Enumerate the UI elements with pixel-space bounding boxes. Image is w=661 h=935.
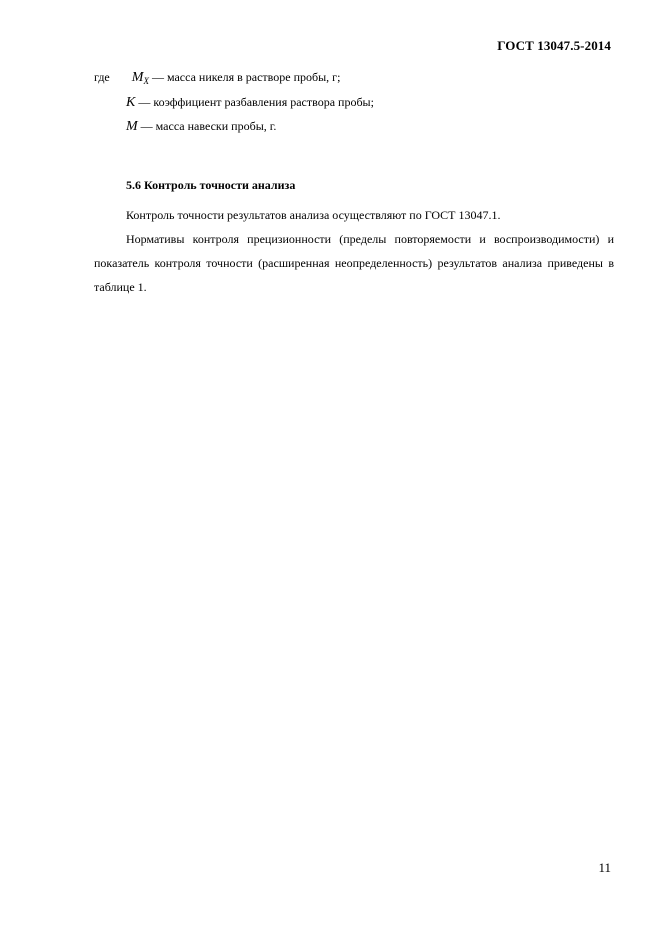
symbol-m: M — [126, 119, 138, 134]
paragraph: Нормативы контроля прецизионности (пределы повторяемости и воспроизводимости) и показатель контроля точности (расширенная неопределенность) результатов анализа приведены в таблице 1. — [94, 232, 614, 294]
definition-text-k: — коэффициент разбавления раствора пробы; — [138, 95, 374, 109]
page-number: 11 — [598, 860, 611, 875]
definition-text-m: — масса навески пробы, г. — [140, 119, 277, 133]
definition-text-mx: — масса никеля в растворе пробы, г; — [151, 70, 341, 84]
symbol-k: K — [126, 95, 136, 110]
definition-row — [126, 95, 374, 111]
where-label: где — [94, 70, 110, 84]
definition-row — [126, 119, 276, 135]
definition-row — [94, 70, 340, 86]
paragraph: Контроль точности результатов анализа осуществляют по ГОСТ 13047.1. — [126, 208, 501, 222]
subscript-x: X — [143, 76, 149, 86]
document-header: ГОСТ 13047.5-2014 — [497, 38, 611, 53]
section-title: 5.6 Контроль точности анализа — [126, 178, 296, 192]
symbol-mx: M — [131, 70, 144, 85]
